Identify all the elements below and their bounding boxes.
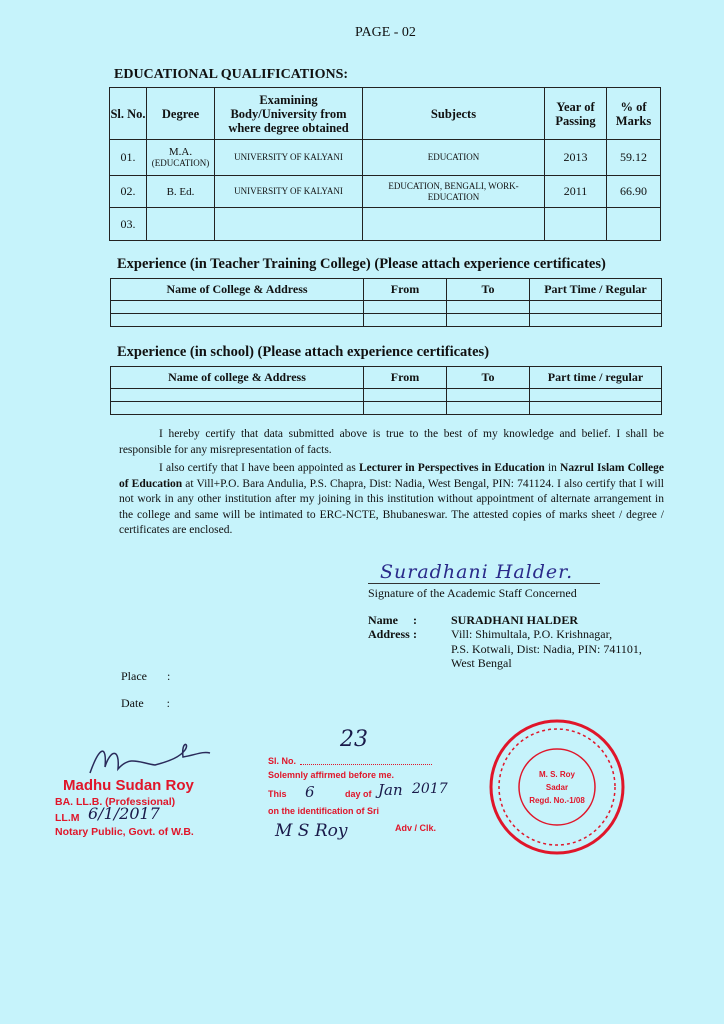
affirm-sl: Sl. No. [268,756,297,766]
col-to: To [447,367,530,389]
cell-marks: 59.12 [607,140,661,176]
affirm-identifier-handwriting: M S Roy [275,821,348,841]
affirm-day-handwriting: 6 [305,783,315,801]
affirm-adv: Adv / Clk. [395,823,437,833]
date-label: Date : [121,696,170,710]
address-value [451,627,642,671]
name-value: SURADHANI HALDER [451,613,579,627]
official-seal [487,717,627,857]
affirm-month-handwriting: Jan [378,781,403,799]
cell-university: UNIVERSITY OF KALYANI [215,140,363,176]
name-label: Name [368,613,398,627]
cert-text-a: I also certify that I have been appointed as [159,462,359,474]
affirm-this: This [268,789,287,799]
certification-1: I hereby certify that data submitted above is true to the best of my knowledge and belief. I shall be responsible for any misrepresentation of facts. [119,428,664,456]
exp-college-table [110,278,662,327]
address-line-1: Vill: Shimultala, P.O. Krishnagar, [451,627,613,641]
table-row [110,208,661,241]
cert-text-c: in [544,462,561,474]
cell-year: 2013 [545,140,607,176]
degree-sub: (EDUCATION) [151,158,210,168]
exp-school-heading: Experience (in school) (Please attach experience certificates) [117,344,490,360]
cell-year [545,208,607,241]
col-sl: Sl. No. [110,88,147,140]
signature-line [368,583,600,584]
cell-university: UNIVERSITY OF KALYANI [215,176,363,208]
table-row [110,176,661,208]
cell-marks [607,208,661,241]
address-line-3: West Bengal [451,656,512,670]
col-college: Name of College & Address [111,279,364,301]
table-row [111,301,662,314]
exp-college-heading: Experience (in Teacher Training College) (Please attach experience certificates) [117,256,606,272]
notary-date-handwriting: 6/1/2017 [88,804,160,823]
col-from: From [364,367,447,389]
seal-text-1: M. S. Roy [538,770,576,779]
degree-text: M.A. [168,146,193,158]
table-row [111,389,662,402]
cell-degree: B. Ed. [147,176,215,208]
affirm-year: 2017 [412,781,448,797]
col-university: Examining Body/University from where degree obtained [215,88,363,140]
cell-sl: 01. [110,140,147,176]
cert-post: Lecturer in Perspectives in Education [358,462,545,474]
cell-degree [147,140,215,176]
cell-subjects: EDUCATION [363,140,545,176]
col-subjects: Subjects [363,88,545,140]
education-heading: EDUCATIONAL QUALIFICATIONS: [114,67,349,82]
education-table [109,87,661,241]
col-year: Year of Passing [545,88,607,140]
notary-signature-scribble [85,735,215,780]
cell-marks: 66.90 [607,176,661,208]
handwritten-signature: Suradhani Halder. [380,561,574,583]
exp-school-table [110,366,662,415]
notary-qualification: BA. LL.B. (Professional) [55,796,176,808]
signature-caption: Signature of the Academic Staff Concerned [368,586,577,600]
affirm-identification: on the identification of Sri [268,806,379,816]
name-colon: : [413,613,417,627]
col-college: Name of college & Address [111,367,364,389]
affirm-solemnly: Solemnly affirmed before me. [268,770,395,780]
notary-name: Madhu Sudan Roy [63,777,194,794]
table-row [111,314,662,327]
table-row [111,402,662,415]
affirm-line [300,764,432,765]
address-line-2: P.S. Kotwali, Dist: Nadia, PIN: 741101, [451,641,642,656]
cell-degree [147,208,215,241]
cell-sl: 02. [110,176,147,208]
affirm-number-handwriting: 23 [340,727,368,752]
place-label: Place : [121,669,171,683]
col-marks: % of Marks [607,88,661,140]
col-from: From [364,279,447,301]
address-colon: : [413,627,417,641]
cell-year: 2011 [545,176,607,208]
col-type: Part time / regular [530,367,662,389]
seal-text-3: Regd. No.-1/08 [529,796,585,805]
page-number: PAGE - 02 [355,25,416,40]
col-degree: Degree [147,88,215,140]
certification-2 [119,461,664,539]
cell-subjects [363,208,545,241]
cert-college: Nazrul Islam College of Education [119,462,665,490]
cell-university [215,208,363,241]
cert-text-e: at Vill+P.O. Bara Andulia, P.S. Chapra, Dist: Nadia, West Bengal, PIN: 741124. I also certify that I will not work in any other institution after my joining in this institution without appointment of alternate arrangement in the college and same will be intimated to ERC-NCTE, Bhubaneswar. The attested copies of marks sheet / degree / certificates are enclosed. [119,477,664,536]
notary-llm: LL.M [55,812,80,824]
cell-subjects: EDUCATION, BENGALI, WORK-EDUCATION [363,176,545,208]
col-type: Part Time / Regular [530,279,662,301]
affirm-day-of: day of [345,789,372,799]
seal-text-2: Sadar [545,783,569,792]
table-row [110,140,661,176]
address-label: Address [368,627,410,641]
notary-designation: Notary Public, Govt. of W.B. [55,826,194,838]
col-to: To [447,279,530,301]
cell-sl: 03. [110,208,147,241]
